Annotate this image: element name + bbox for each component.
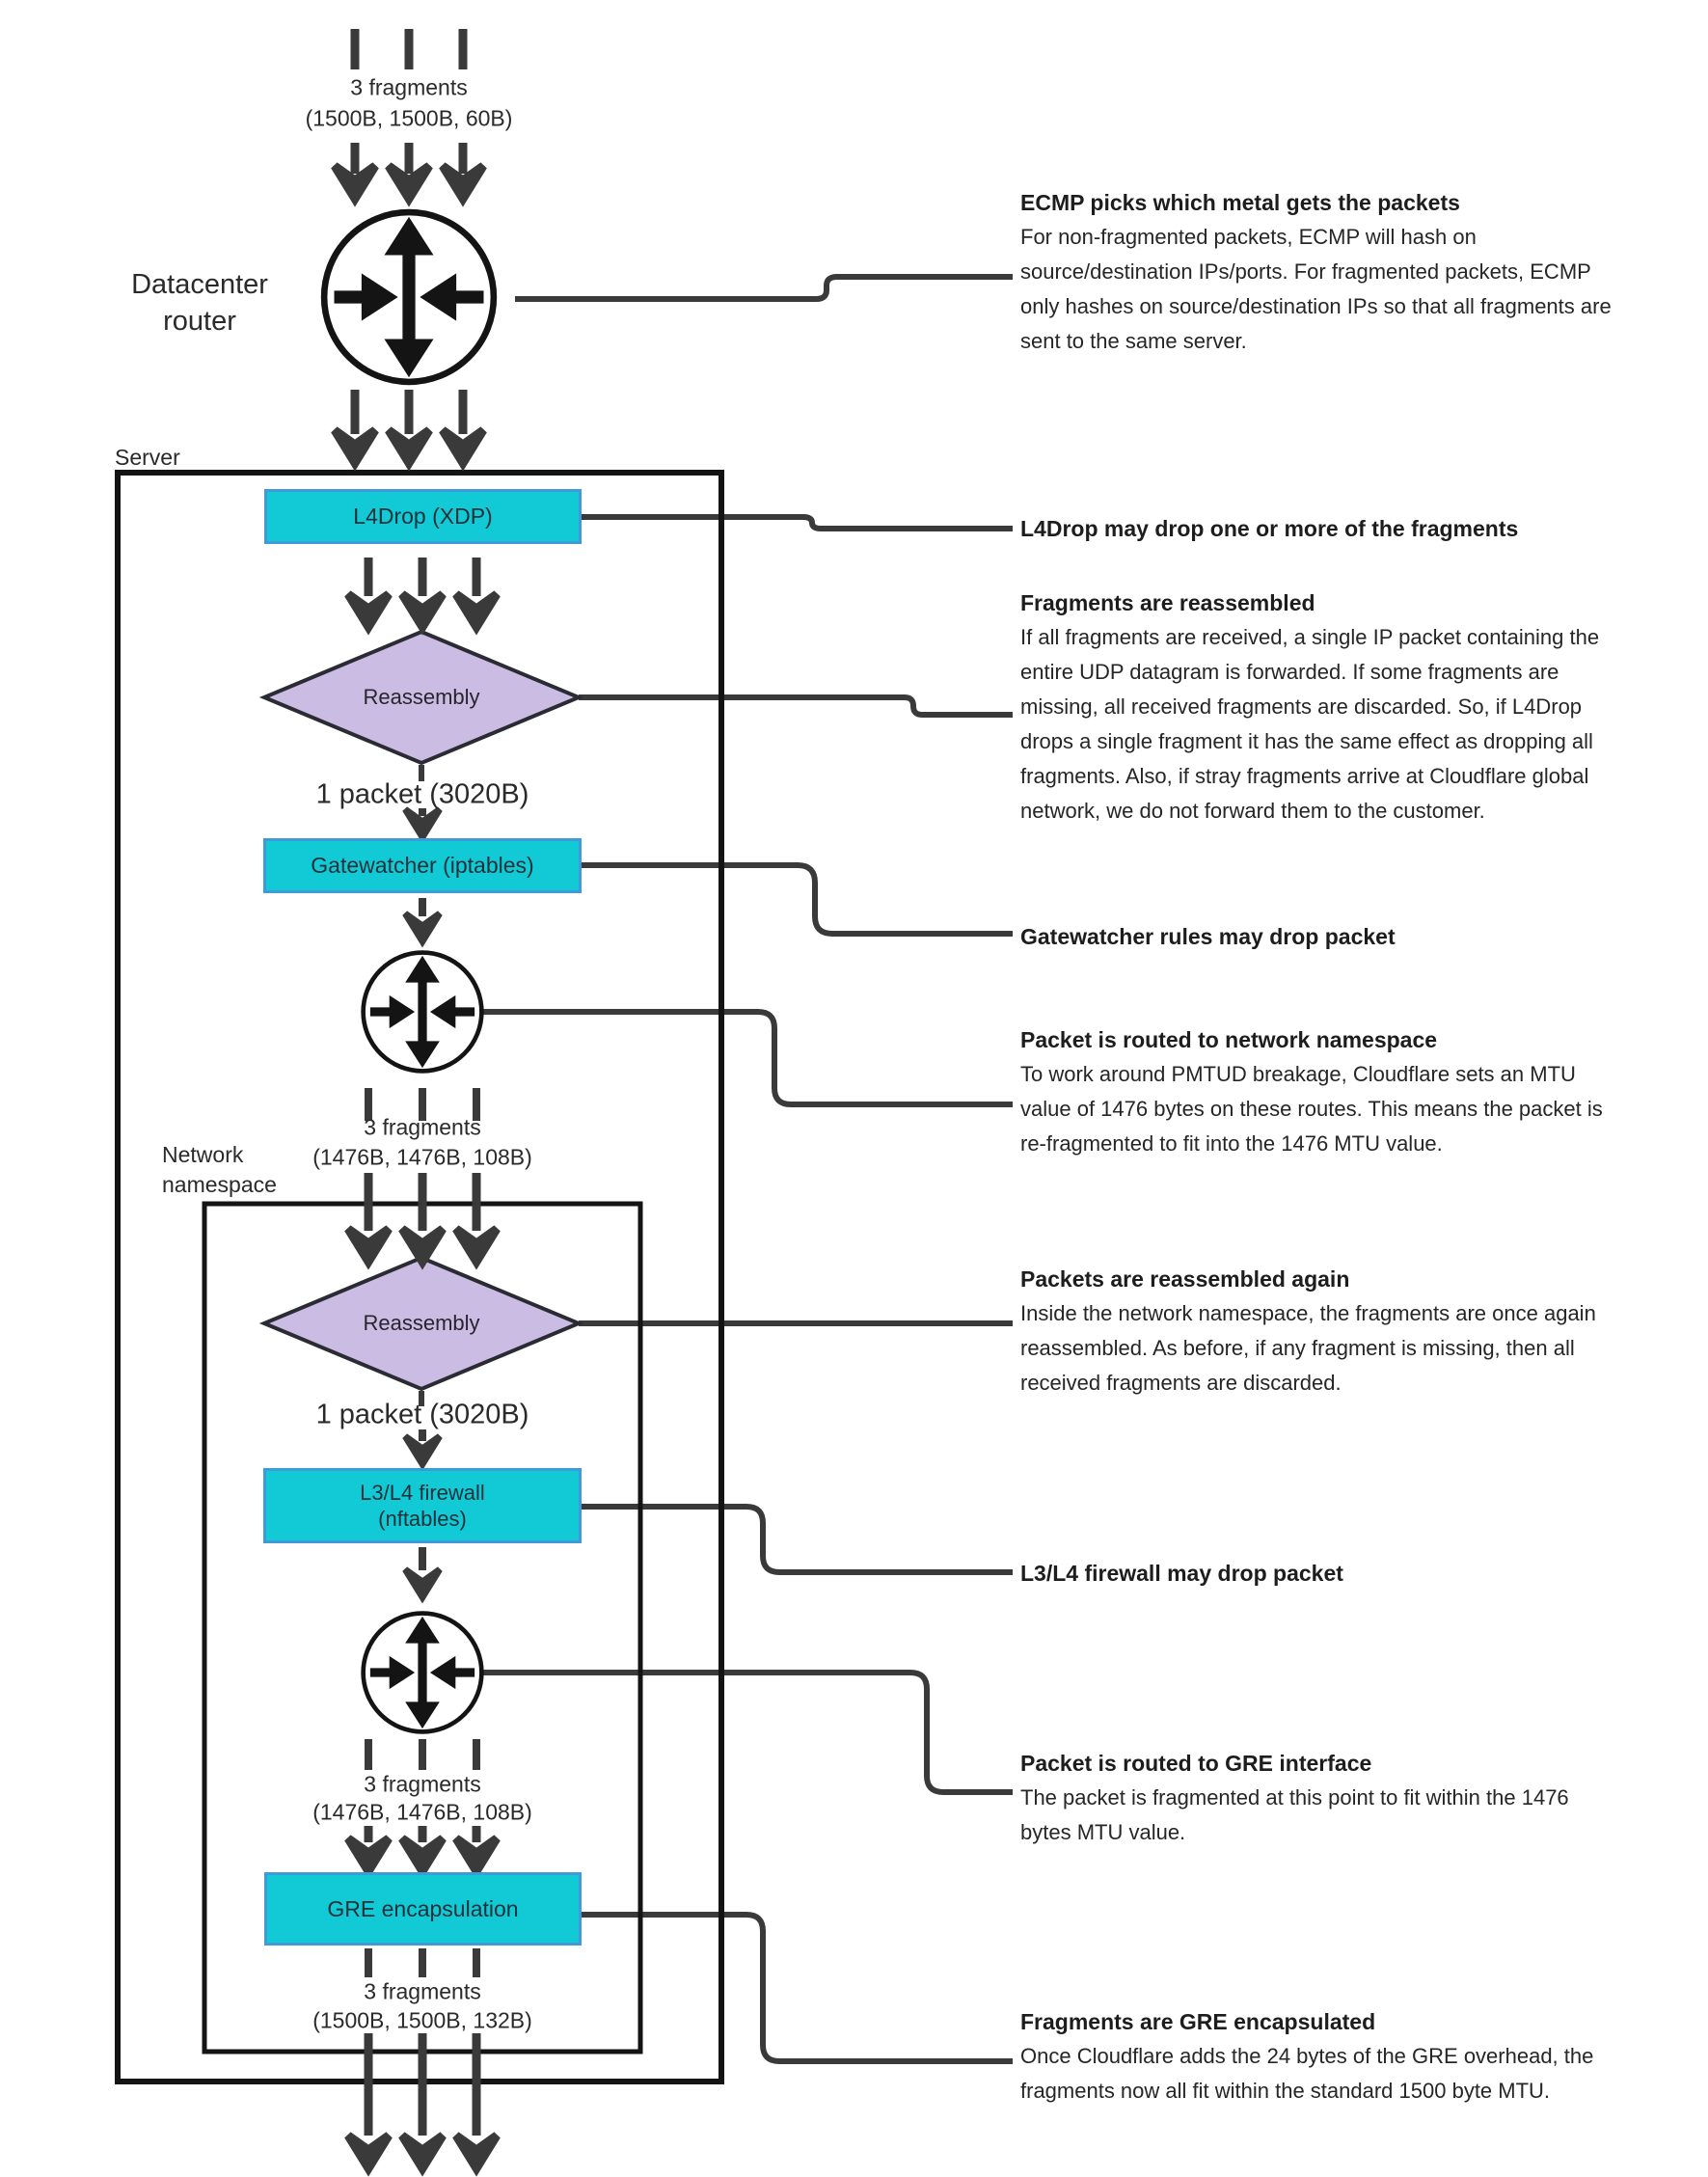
annotation-body: To work around PMTUD breakage, Cloudflare sets an MTU value of 1476 bytes on these routes. This means the packet is re-fragmented to fit into the 1476 MTU value. (1020, 1062, 1603, 1156)
arrows-into-server (335, 390, 483, 463)
annotation-connectors (481, 277, 1013, 2061)
fragments-3-sizes: (1476B, 1476B, 108B) (312, 1799, 532, 1825)
router-icon (324, 212, 494, 382)
connector-firewall (582, 1507, 1013, 1572)
gre-encapsulation-label: GRE encapsulation (327, 1895, 519, 1921)
annotation-heading: Gatewatcher rules may drop packet (1020, 924, 1396, 949)
connector-reassembly-1 (579, 697, 1013, 715)
fragment-dashes-3 (368, 1739, 476, 1770)
fragment-dashes-top (355, 29, 463, 69)
annotation-block (1020, 1746, 1623, 1850)
top-fragments-sizes: (1500B, 1500B, 60B) (305, 105, 513, 131)
arrows-out-bottom (348, 2033, 497, 2168)
gre-encapsulation-node (264, 1872, 582, 1946)
fragments-2-sizes: (1476B, 1476B, 108B) (312, 1144, 532, 1170)
annotation-heading: ECMP picks which metal gets the packets (1020, 190, 1460, 215)
annotation-heading: Fragments are GRE encapsulated (1020, 2009, 1376, 2034)
annotation-body: Inside the network namespace, the fragments are once again reassembled. As before, if any fragment is missing, then all received fragments are discarded. (1020, 1301, 1596, 1395)
top-fragments-count: 3 fragments (350, 74, 468, 100)
arrows-into-router-1 (335, 143, 483, 199)
fragment-dashes-4 (368, 1948, 476, 1977)
annotation-heading: Fragments are reassembled (1020, 590, 1315, 615)
annotation-block (1020, 2004, 1623, 2109)
connector-l4drop (582, 517, 1013, 529)
l3l4-firewall-node (263, 1468, 582, 1543)
datacenter-router-line1: Datacenter (131, 269, 268, 300)
annotation-heading: L4Drop may drop one or more of the fragments (1020, 516, 1519, 541)
annotation-block (1020, 919, 1623, 954)
annotation-body: Once Cloudflare adds the 24 bytes of the GRE overhead, the fragments now all fit within the standard 1500 byte MTU. (1020, 2044, 1594, 2103)
annotation-heading: Packets are reassembled again (1020, 1266, 1350, 1292)
annotation-block (1020, 1262, 1623, 1401)
reassembly-2-label: Reassembly (363, 1311, 480, 1335)
arrows-l4drop-to-reassembly (348, 558, 497, 627)
connector-router-2 (481, 1012, 1013, 1104)
fragments-2-count: 3 fragments (364, 1114, 481, 1140)
fragments-4-count: 3 fragments (364, 1978, 481, 2004)
annotation-block (1020, 185, 1623, 359)
annotation-heading: L3/L4 firewall may drop packet (1020, 1561, 1343, 1586)
l4drop-node (264, 489, 582, 544)
packet-2-label: 1 packet (3020B) (315, 1399, 529, 1430)
arrows-into-gre (348, 1826, 497, 1871)
annotation-block (1020, 511, 1623, 546)
router-icon (364, 953, 482, 1072)
connector-gre (582, 1915, 1013, 2061)
arrows-into-namespace (348, 1173, 497, 1262)
connector-router-3 (481, 1673, 1013, 1792)
annotation-heading: Packet is routed to GRE interface (1020, 1751, 1372, 1776)
l4drop-label: L4Drop (XDP) (353, 503, 493, 529)
network-namespace-label (162, 1140, 277, 1200)
fragments-4-sizes: (1500B, 1500B, 132B) (312, 2007, 532, 2033)
connector-ecmp (515, 277, 1013, 299)
annotation-body: The packet is fragmented at this point to fit within the 1476 bytes MTU value. (1020, 1785, 1569, 1844)
datacenter-router-label (131, 266, 268, 340)
l3l4-firewall-line1: L3/L4 firewall (360, 1481, 485, 1505)
router-icon (364, 1614, 482, 1732)
packet-1-label: 1 packet (3020B) (315, 778, 529, 810)
reassembly-1-label: Reassembly (363, 685, 480, 709)
l3l4-firewall-line2: (nftables) (378, 1507, 467, 1531)
annotation-heading: Packet is routed to network namespace (1020, 1027, 1438, 1052)
connector-gatewatcher (582, 865, 1013, 934)
network-namespace-line1: Network (162, 1142, 244, 1167)
fragments-3-count: 3 fragments (364, 1771, 481, 1797)
gatewatcher-node (263, 838, 582, 893)
network-namespace-line2: namespace (162, 1172, 277, 1197)
server-label: Server (115, 445, 180, 470)
annotation-body: For non-fragmented packets, ECMP will hash on source/destination IPs/ports. For fragmented packets, ECMP only hashes on source/destination IPs so that all fragments are sent to the same server. (1020, 225, 1612, 353)
annotation-body: If all fragments are received, a single IP packet containing the entire UDP datagram is forwarded. If some fragments are missing, all received fragments are discarded. So, if L4Drop drops a single fragment it has the same effect as dropping all fragments. Also, if stray fragments arrive at Cloudflare global network, we do not forward them to the customer. (1020, 625, 1600, 823)
annotation-block (1020, 585, 1623, 829)
annotation-block (1020, 1556, 1623, 1591)
gatewatcher-label: Gatewatcher (iptables) (311, 853, 534, 878)
annotation-block (1020, 1022, 1623, 1161)
datacenter-router-line2: router (163, 306, 236, 337)
